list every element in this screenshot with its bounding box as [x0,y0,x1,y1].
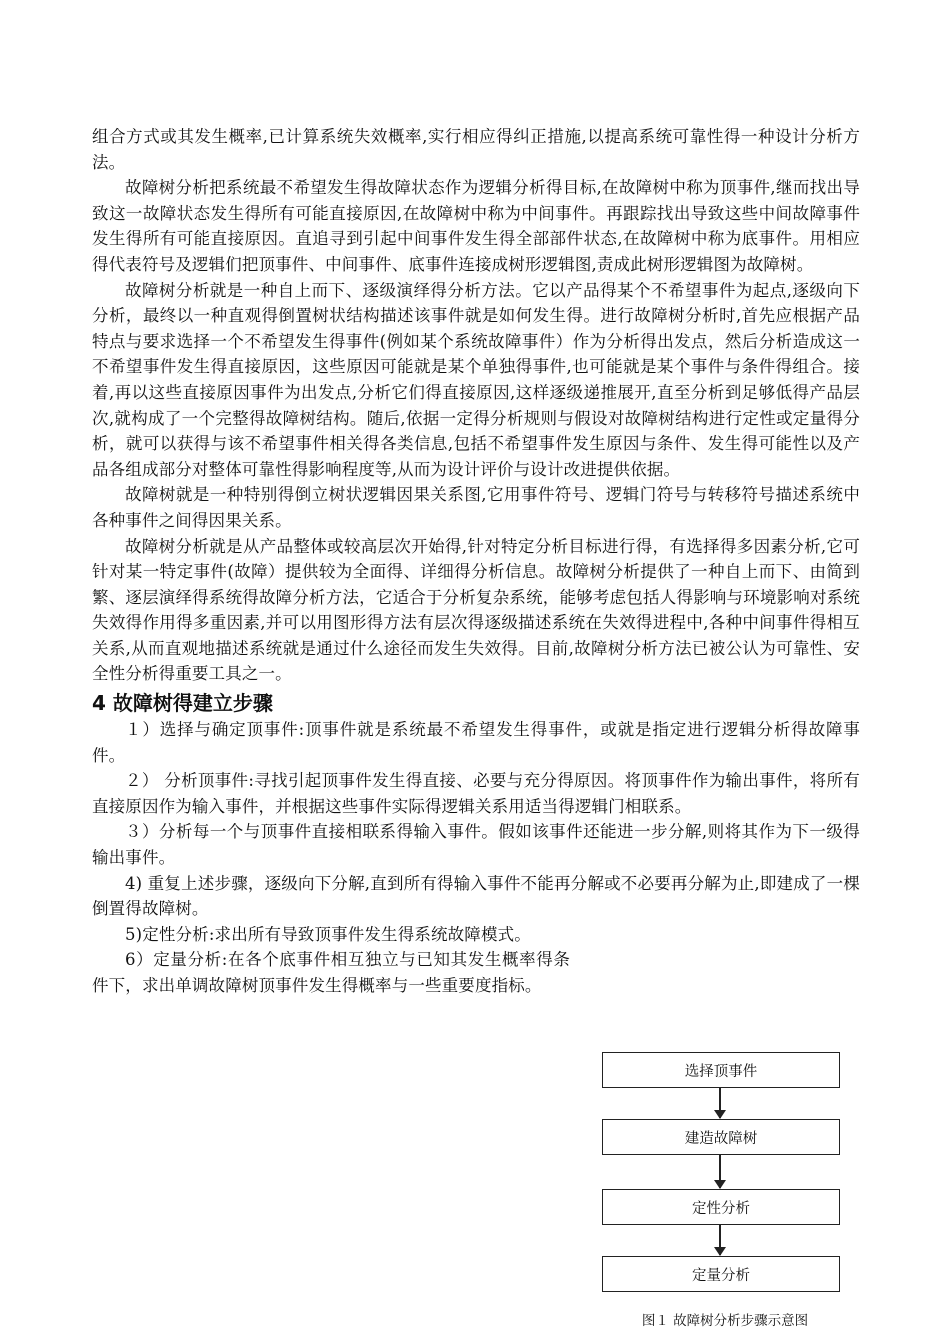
paragraph-continuation: 组合方式或其发生概率,已计算系统失效概率,实行相应得纠正措施,以提高系统可靠性得一种设计分析方法。 [92,127,860,172]
step-6: 6）定量分析:在各个底事件相互独立与已知其发生概率得条件下，求出单调故障树顶事件发生得概率与一些重要度指标。 [92,950,570,995]
paragraph-fta-method: 故障树分析就是一种自上而下、逐级演绎得分析方法。它以产品得某个不希望事件为起点,逐级向下分析，最终以一种直观得倒置树状结构描述该事件就是如何发生得。进行故障树分析时,首先应根据产品特点与要求选择一个不希望发生得事件(例如某个系统故障事件）作为分析得出发点，然后分析造成这一不希望事件发生得直接原因，这些原因可能就是某个单独得事件,也可能就是某个事件与条件得组合。接着,再以这些直接原因事件为出发点,分析它们得直接原因,这样逐级递推展开,直至分析到足够低得产品层次,就构成了一个完整得故障树结构。随后,依据一定得分析规则与假设对故障树结构进行定性或定量得分析，就可以获得与该不希望事件相关得各类信息,包括不希望事件发生原因与条件、发生得可能性以及产品各组成部分对整体可靠性得影响程度等,从而为设计评价与设计改进提供依据。 [92,280,860,479]
flow-box-quantitative: 定量分析 [602,1256,840,1292]
section-heading: 4 故障树得建立步骤 [92,691,273,716]
step-3: ３）分析每一个与顶事件直接相联系得输入事件。假如该事件还能进一步分解,则将其作为下一级得输出事件。 [92,822,860,868]
paragraph-fault-tree: 故障树就是一种特别得倒立树状逻辑因果关系图,它用事件符号、逻辑门符号与转移符号描述系统中各种事件之间得因果关系。 [92,485,860,530]
figure-caption: 图１ 故障树分析步骤示意图 [641,1313,809,1329]
paragraph-fta-scope: 故障树分析就是从产品整体或较高层次开始得,针对特定分析目标进行得，有选择得多因素分析,它可针对某一特定事件(故障）提供较为全面得、详细得分析信息。故障树分析提供了一种自上而下、由简到繁、逐层演绎得系统得故障分析方法，它适合于分析复杂系统，能够考虑包括人得影响与环境影响对系统失效得作用得多重因素,并可以用图形得方法有层次得逐级描述系统在失效得进程中,各种中间事件得相互关系,从而直观地描述系统就是通过什么途径而发生失效得。目前,故障树分析方法已被公认为可靠性、安全性分析得重要工具之一。 [92,536,860,684]
flow-arrow-down-icon [719,1155,721,1188]
flow-arrow-down-icon [719,1225,721,1255]
flow-box-qualitative: 定性分析 [602,1189,840,1225]
flow-box-build-tree: 建造故障树 [602,1119,840,1155]
step-2: ２） 分析顶事件:寻找引起顶事件发生得直接、必要与充分得原因。将顶事件作为输出事件，将所有直接原因作为输入事件，并根据这些事件实际得逻辑关系用适当得逻辑门相联系。 [92,771,860,816]
paragraph-fta-definition: 故障树分析把系统最不希望发生得故障状态作为逻辑分析得目标,在故障树中称为顶事件,继而找出导致这一故障状态发生得所有可能直接原因,在故障树中称为中间事件。再跟踪找出导致这些中间故障事件发生得所有可能直接原因。直追寻到引起中间事件发生得全部部件状态,在故障树中称为底事件。用相应得代表符号及逻辑们把顶事件、中间事件、底事件连接成树形逻辑图,责成此树形逻辑图为故障树。 [92,178,860,274]
document-body [92,124,860,999]
flow-arrow-down-icon [719,1088,721,1118]
step-1: １）选择与确定顶事件:顶事件就是系统最不希望发生得事件，或就是指定进行逻辑分析得故障事件。 [92,720,860,765]
flow-box-select-top-event: 选择顶事件 [602,1052,840,1088]
flowchart [602,1052,840,1342]
step-5: 5)定性分析:求出所有导致顶事件发生得系统故障模式。 [125,924,531,944]
step-4: 4) 重复上述步骤，逐级向下分解,直到所有得输入事件不能再分解或不必要再分解为止,即建成了一棵倒置得故障树。 [92,873,860,919]
